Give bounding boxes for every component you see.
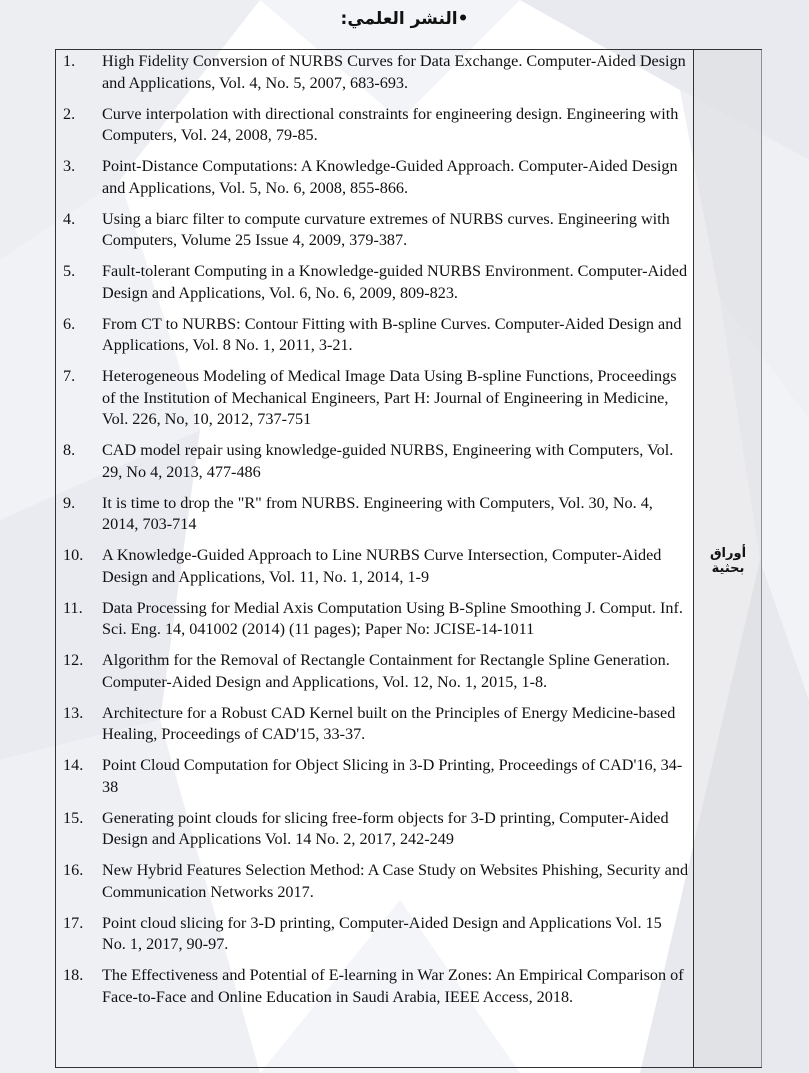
publication-number: 16. — [63, 861, 84, 879]
publication-item — [56, 366, 693, 431]
publication-item — [56, 703, 693, 746]
publication-number: 6. — [63, 314, 76, 333]
category-label: أوراق بحثية — [709, 546, 747, 576]
publication-citation: Algorithm for the Removal of Rectangle Containment for Rectangle Spline Generation. Computer-Aided Design and Applications, Vol. 12, No. 1, 2015, 1-8. — [102, 651, 670, 691]
publication-number: 17. — [63, 913, 84, 932]
publication-citation: High Fidelity Conversion of NURBS Curves for Data Exchange. Computer-Aided Design and Applications, Vol. 4, No. 5, 2007, 683-693. — [102, 52, 686, 92]
publication-citation: CAD model repair using knowledge-guided NURBS, Engineering with Computers, Vol. 29, No 4, 2013, 477-486 — [102, 441, 674, 481]
publication-number: 5. — [63, 262, 76, 280]
publication-citation: Curve interpolation with directional constraints for engineering design. Engineering with Computers, Vol. 24, 2008, 79-85. — [102, 104, 679, 144]
publication-number: 8. — [63, 441, 76, 459]
publication-number: 14. — [63, 756, 84, 774]
publication-list — [56, 51, 693, 1018]
publication-number: 12. — [63, 651, 84, 669]
publication-item — [56, 440, 693, 483]
publication-number: 11. — [63, 598, 83, 617]
publication-item — [56, 808, 693, 851]
publication-number: 18. — [63, 966, 84, 984]
publication-citation: Fault-tolerant Computing in a Knowledge-guided NURBS Environment. Computer-Aided Design and Applications, Vol. 6, No. 6, 2009, 809-823. — [102, 262, 688, 302]
publication-citation: Point Cloud Computation for Object Slicing in 3-D Printing, Proceedings of CAD'16, 34-38 — [102, 756, 683, 796]
publication-citation: Using a biarc filter to compute curvature extremes of NURBS curves. Engineering with Computers, Volume 25 Issue 4, 2009, 379-387. — [102, 209, 670, 249]
publication-citation: Architecture for a Robust CAD Kernel built on the Principles of Energy Medicine-based Healing, Proceedings of CAD'15, 33-37. — [102, 703, 676, 743]
publication-citation: Point-Distance Computations: A Knowledge-Guided Approach. Computer-Aided Design and Applications, Vol. 5, No. 6, 2008, 855-866. — [102, 157, 678, 197]
publication-number: 15. — [63, 808, 84, 827]
publication-citation: It is time to drop the "R" from NURBS. Engineering with Computers, Vol. 30, No. 4, 2014, 703-714 — [102, 493, 653, 533]
publication-number: 10. — [63, 546, 84, 564]
publication-number: 13. — [63, 703, 84, 722]
publication-item — [56, 314, 693, 357]
publication-citation: New Hybrid Features Selection Method: A Case Study on Websites Phishing, Security and Communication Networks 2017. — [102, 861, 689, 901]
publication-citation: Data Processing for Medial Axis Computation Using B-Spline Smoothing J. Comput. Inf. Sci. Eng. 14, 041002 (2014) (11 pages); Paper No: JCISE-14-1011 — [102, 598, 683, 638]
publication-item — [56, 598, 693, 641]
publication-item — [56, 755, 693, 798]
publication-citation: Point cloud slicing for 3-D printing, Computer-Aided Design and Applications Vol. 15 No. 1, 2017, 90-97. — [102, 913, 662, 953]
publication-citation: Generating point clouds for slicing free-form objects for 3-D printing, Computer-Aided Design and Applications Vol. 14 No. 2, 2017, 242-249 — [102, 808, 669, 848]
publication-citation: From CT to NURBS: Contour Fitting with B-spline Curves. Computer-Aided Design and Applications, Vol. 8 No. 1, 2011, 3-21. — [102, 314, 682, 354]
publication-item — [56, 156, 693, 199]
publication-number: 7. — [63, 367, 76, 385]
publication-item — [56, 104, 693, 147]
publication-number: 9. — [63, 493, 76, 512]
publication-item — [56, 860, 693, 903]
publication-item — [56, 650, 693, 693]
publication-item — [56, 261, 693, 304]
publication-number: 1. — [63, 52, 76, 70]
publication-item — [56, 965, 693, 1008]
page-title: •النشر العلمي: — [340, 9, 469, 29]
publication-citation: The Effectiveness and Potential of E-learning in War Zones: An Empirical Comparison of Face-to-Face and Online Education in Saudi Arabia, IEEE Access, 2018. — [102, 966, 684, 1006]
publication-citation: A Knowledge-Guided Approach to Line NURBS Curve Intersection, Computer-Aided Design and Applications, Vol. 11, No. 1, 2014, 1-9 — [102, 546, 662, 586]
publication-number: 2. — [63, 104, 76, 123]
publication-item — [56, 209, 693, 252]
publication-item — [56, 51, 693, 94]
publication-item — [56, 545, 693, 588]
publication-item — [56, 493, 693, 536]
publication-number: 3. — [63, 157, 76, 175]
publication-item — [56, 913, 693, 956]
publication-citation: Heterogeneous Modeling of Medical Image Data Using B-spline Functions, Proceedings of the Institution of Mechanical Engineers, Part H: Journal of Engineering in Medicine, Vol. 226, No, 10, 2012, 737-751 — [102, 367, 677, 428]
publication-number: 4. — [63, 209, 76, 228]
publications-table — [55, 49, 762, 1068]
